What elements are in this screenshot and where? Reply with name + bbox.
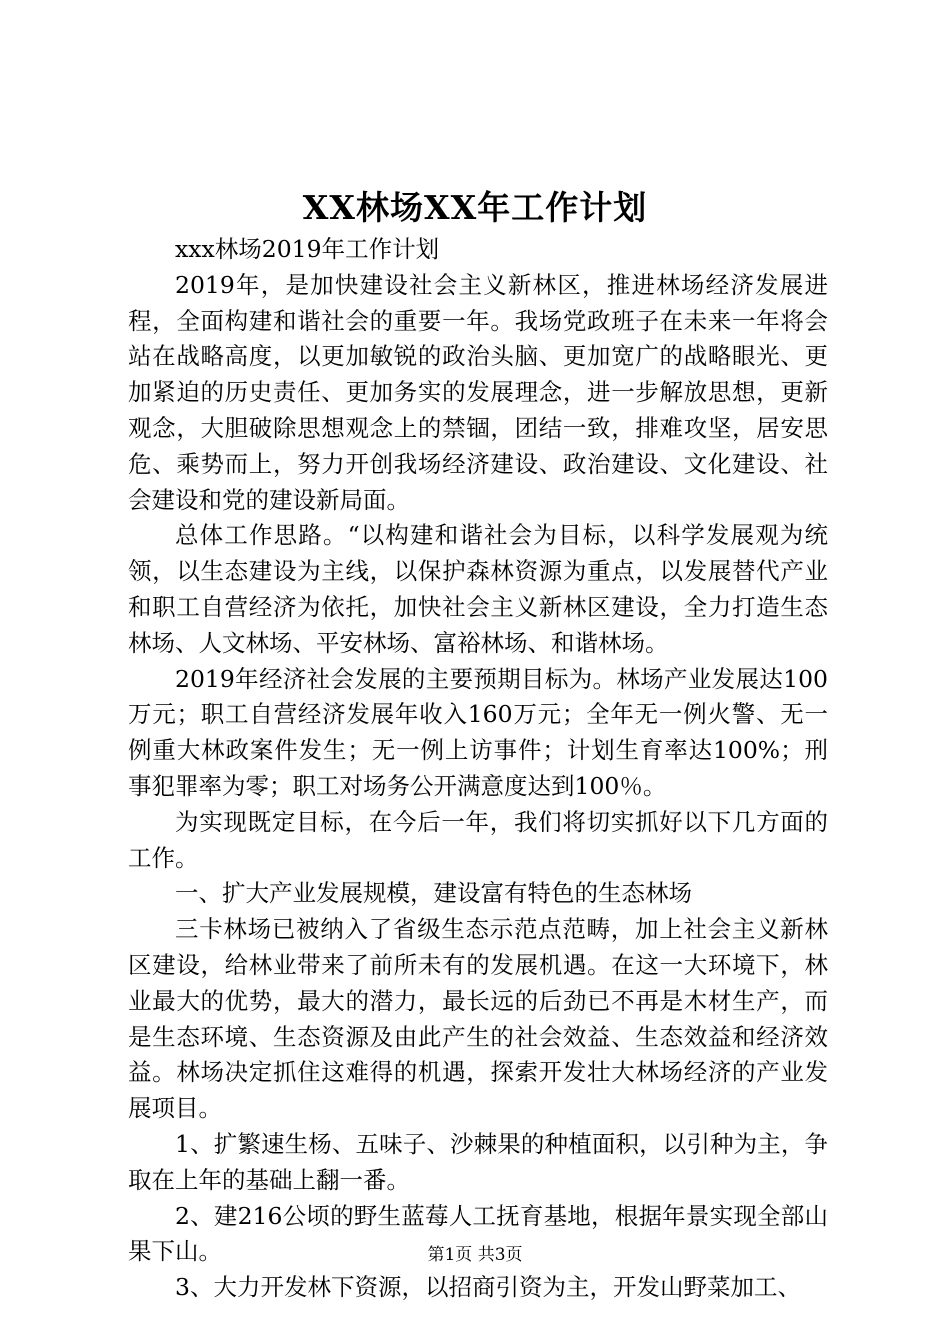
list-item-3: 3、大力开发林下资源，以招商引资为主，开发山野菜加工、 bbox=[175, 1273, 801, 1302]
document-body bbox=[128, 232, 828, 1306]
paragraph-transition: 为实现既定目标，在今后一年，我们将切实抓好以下几方面的工作。 bbox=[128, 807, 828, 872]
paragraph-intro: 2019年，是加快建设社会主义新林区，推进林场经济发展进程，全面构建和谐社会的重要一年。我场党政班子在未来一年将会站在战略高度，以更加敏锐的政治头脑、更加宽广的战略眼光、更加紧迫的历史责任、更加务实的发展理念，进一步解放思想，更新观念，大胆破除思想观念上的禁锢，团结一致，排难攻坚，居安思危、乘势而上，努力开创我场经济建设、政治建设、文化建设、社会建设和党的建设新局面。 bbox=[128, 270, 828, 514]
paragraph-overall-approach: 总体工作思路。“以构建和谐社会为目标，以科学发展观为统领，以生态建设为主线，以保护森林资源为重点，以发展替代产业和职工自营经济为依托，加快社会主义新林区建设，全力打造生态林场、人文林场、平安林场、富裕林场、和谐林场。 bbox=[128, 521, 828, 657]
page-footer: 第1页 共3页 bbox=[427, 1245, 523, 1265]
list-item-1: 1、扩繁速生杨、五味子、沙棘果的种植面积，以引种为主，争取在上年的基础上翻一番。 bbox=[128, 1129, 828, 1194]
section-heading-1: 一、扩大产业发展规模，建设富有特色的生态林场 bbox=[175, 879, 692, 908]
document-title: XX林场XX年工作计划 bbox=[302, 188, 648, 227]
paragraph-subtitle: xxx林场2019年工作计划 bbox=[175, 235, 440, 263]
paragraph-targets: 2019年经济社会发展的主要预期目标为。林场产业发展达100万元；职工自营经济发展年收入160万元；全年无一例火警、无一例重大林政案件发生；无一例上访事件；计划生育率达100%；刑事犯罪率为零；职工对场务公开满意度达到100％。 bbox=[128, 664, 828, 800]
list-item-2: 2、建216公顷的野生蓝莓人工抚育基地，根据年景实现全部山果下山。 bbox=[128, 1201, 828, 1266]
paragraph-section-1: 三卡林场已被纳入了省级生态示范点范畴，加上社会主义新林区建设，给林业带来了前所未有的发展机遇。在这一大环境下，林业最大的优势，最大的潜力，最长远的后劲已不再是木材生产，而是生态环境、生态资源及由此产生的社会效益、生态效益和经济效益。林场决定抓住这难得的机遇，探索开发壮大林场经济的产业发展项目。 bbox=[128, 915, 828, 1123]
